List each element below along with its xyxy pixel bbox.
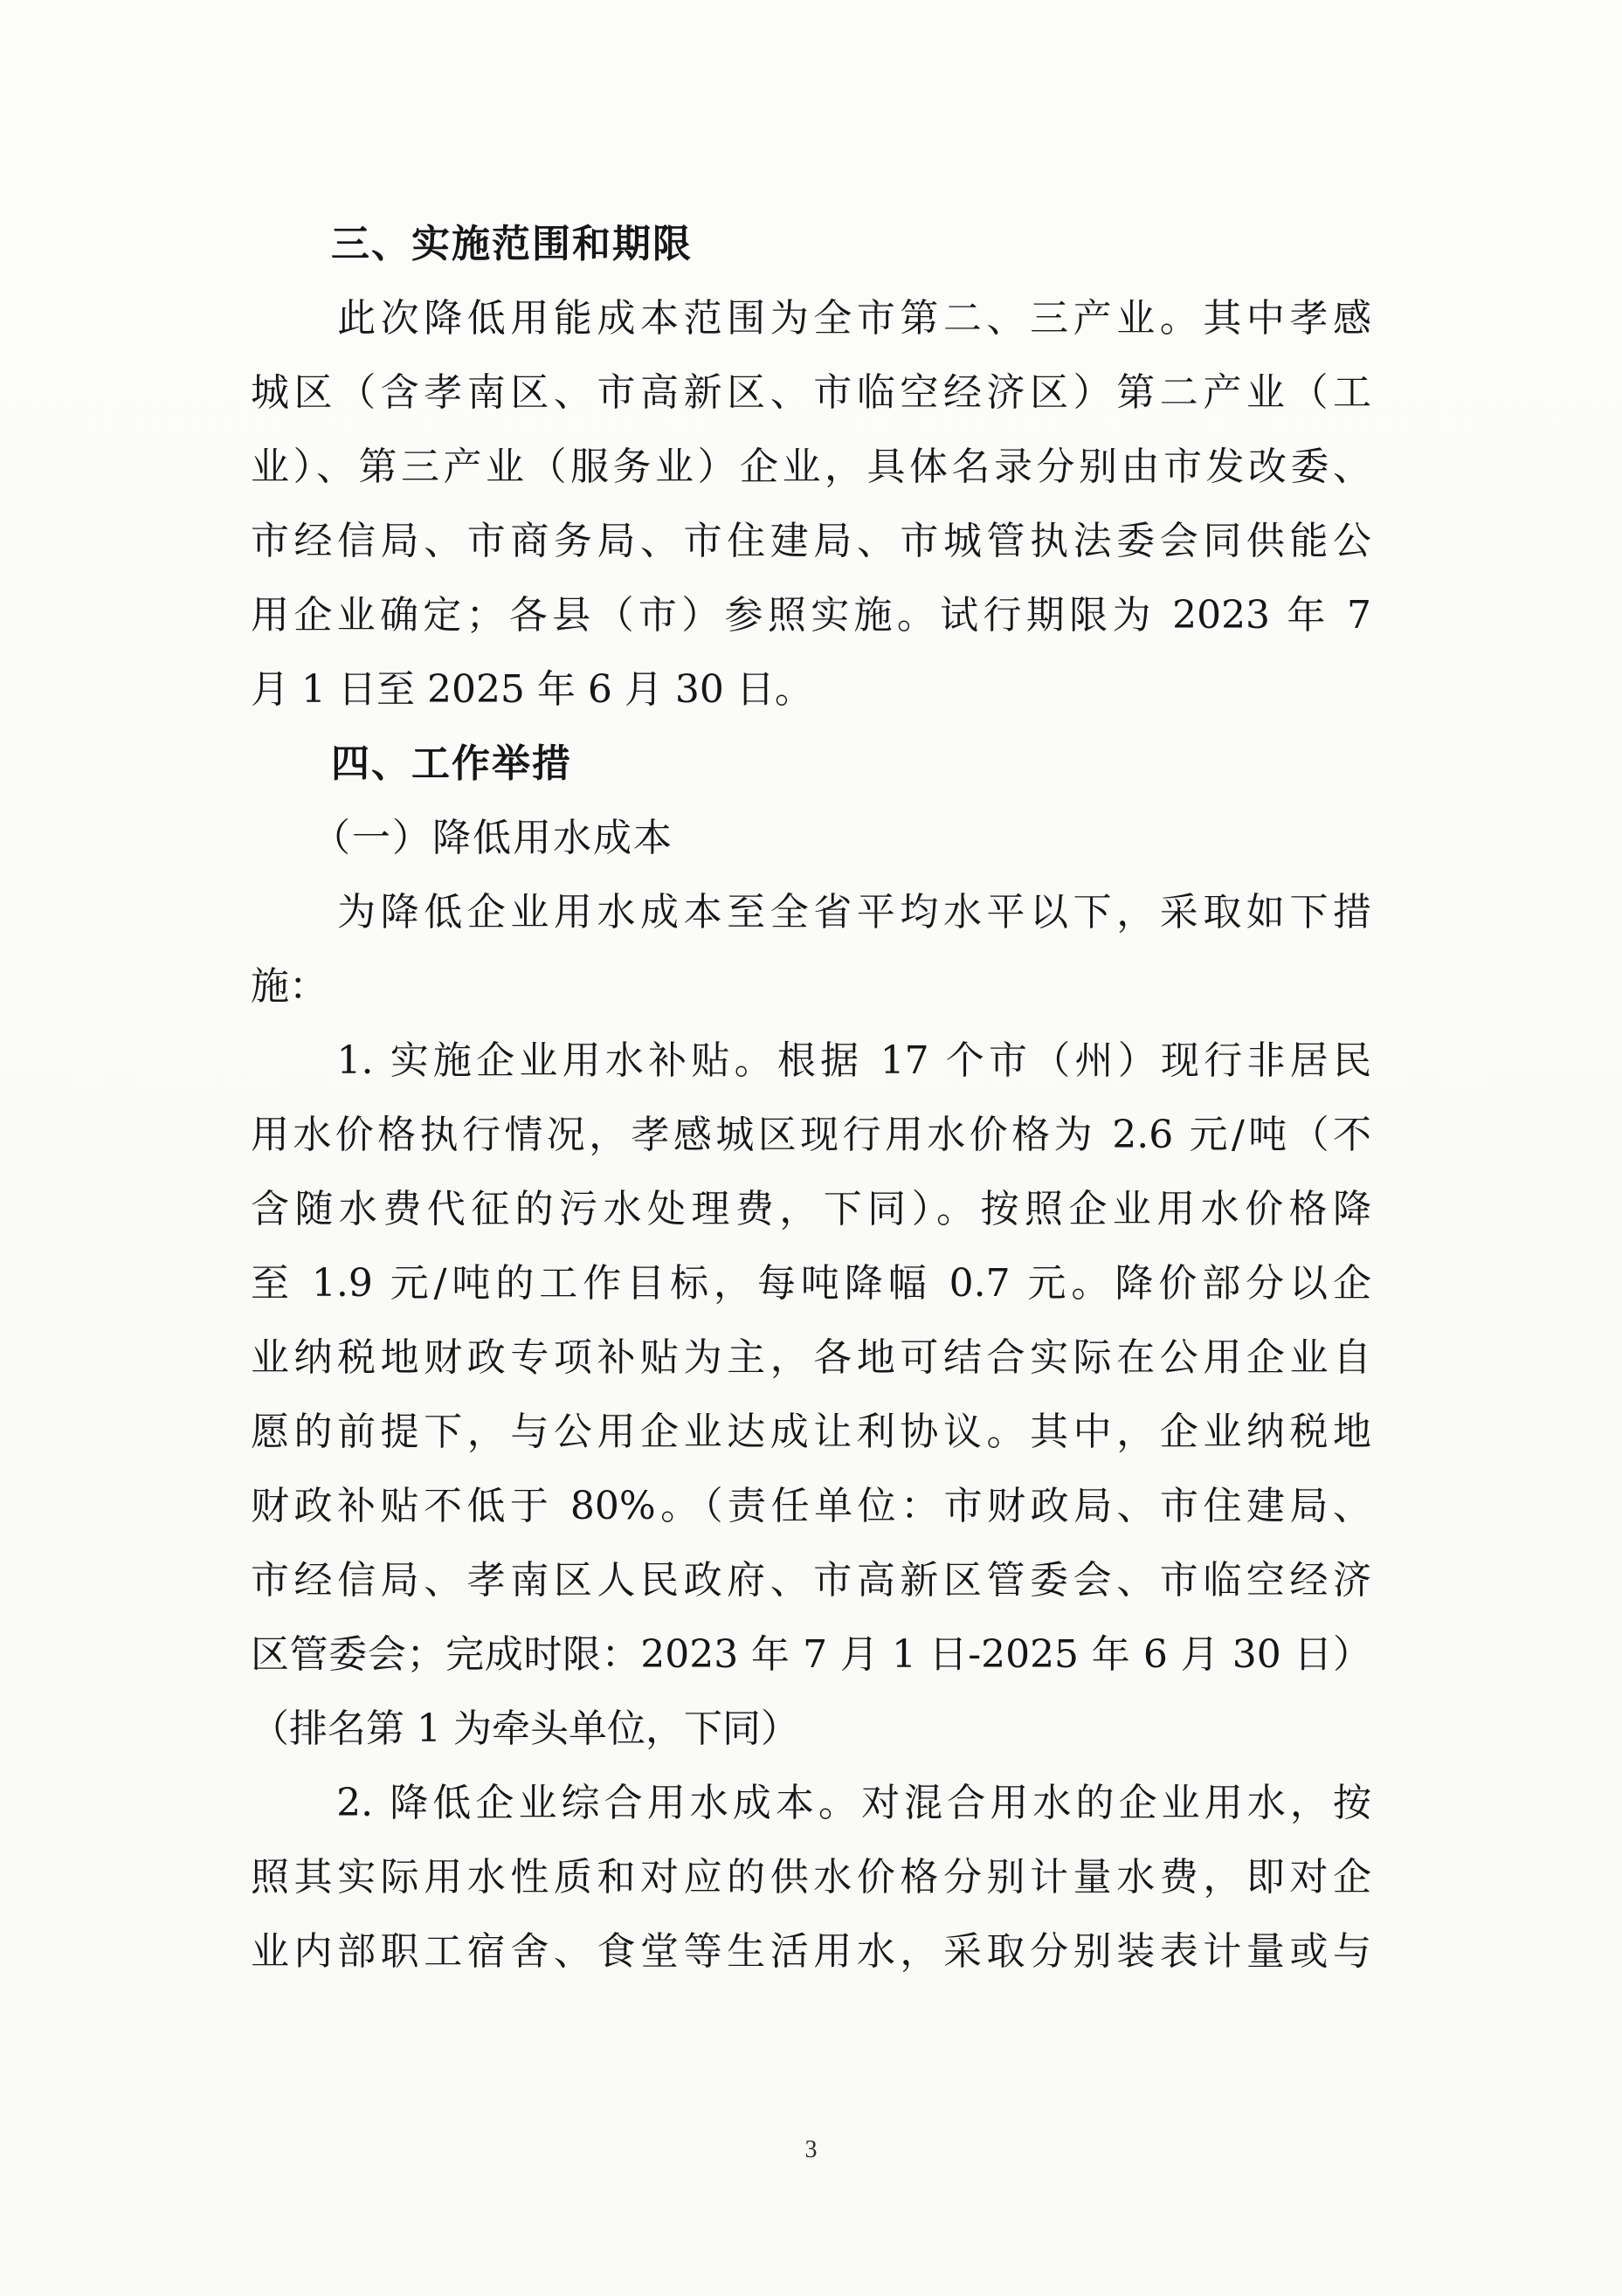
paragraph-line: 含随水费代征的污水处理费，下同）。按照企业用水价格降 (251, 1187, 1371, 1231)
paragraph-line: 用企业确定；各县（市）参照实施。试行期限为 2023 年 7 (251, 593, 1371, 638)
paragraph-line: 至 1.9 元/吨的工作目标，每吨降幅 0.7 元。降价部分以企 (251, 1261, 1371, 1306)
paragraph-line: 财政补贴不低于 80%。（责任单位：市财政局、市住建局、 (251, 1484, 1371, 1528)
section-heading-3: 三、实施范围和期限 (251, 222, 693, 266)
paragraph-line: 区管委会；完成时限：2023 年 7 月 1 日-2025 年 6 月 30 日） (251, 1632, 1371, 1677)
paragraph-line: 1. 实施企业用水补贴。根据 17 个市（州）现行非居民 (251, 1038, 1371, 1083)
paragraph-line: 愿的前提下，与公用企业达成让利协议。其中，企业纳税地 (251, 1410, 1371, 1454)
paragraph-line: 业纳税地财政专项补贴为主，各地可结合实际在公用企业自 (251, 1335, 1371, 1380)
paragraph-line: （排名第 1 为牵头单位，下同） (251, 1706, 799, 1751)
paragraph-line: 业内部职工宿舍、食堂等生活用水，采取分别装表计量或与 (251, 1929, 1371, 1974)
subsection-heading-1: （一）降低用水成本 (251, 816, 673, 860)
paragraph-line: 照其实际用水性质和对应的供水价格分别计量水费，即对企 (251, 1855, 1371, 1900)
paragraph-line: 2. 降低企业综合用水成本。对混合用水的企业用水，按 (251, 1781, 1371, 1825)
section-heading-4: 四、工作举措 (251, 741, 572, 786)
paragraph-line: 用水价格执行情况，孝感城区现行用水价格为 2.6 元/吨（不 (251, 1113, 1371, 1157)
paragraph-line: 城区（含孝南区、市高新区、市临空经济区）第二产业（工 (251, 370, 1371, 415)
paragraph-line: 业）、第三产业（服务业）企业，具体名录分别由市发改委、 (251, 445, 1371, 489)
paragraph-line: 月 1 日至 2025 年 6 月 30 日。 (251, 667, 813, 712)
paragraph-line: 市经信局、市商务局、市住建局、市城管执法委会同供能公 (251, 519, 1371, 563)
paragraph-line: 市经信局、孝南区人民政府、市高新区管委会、市临空经济 (251, 1558, 1371, 1603)
paragraph-line: 此次降低用能成本范围为全市第二、三产业。其中孝感 (251, 296, 1371, 341)
page-number: 3 (804, 2136, 818, 2163)
paragraph-line: 施： (251, 964, 328, 1009)
paragraph-line: 为降低企业用水成本至全省平均水平以下，采取如下措 (251, 890, 1371, 934)
